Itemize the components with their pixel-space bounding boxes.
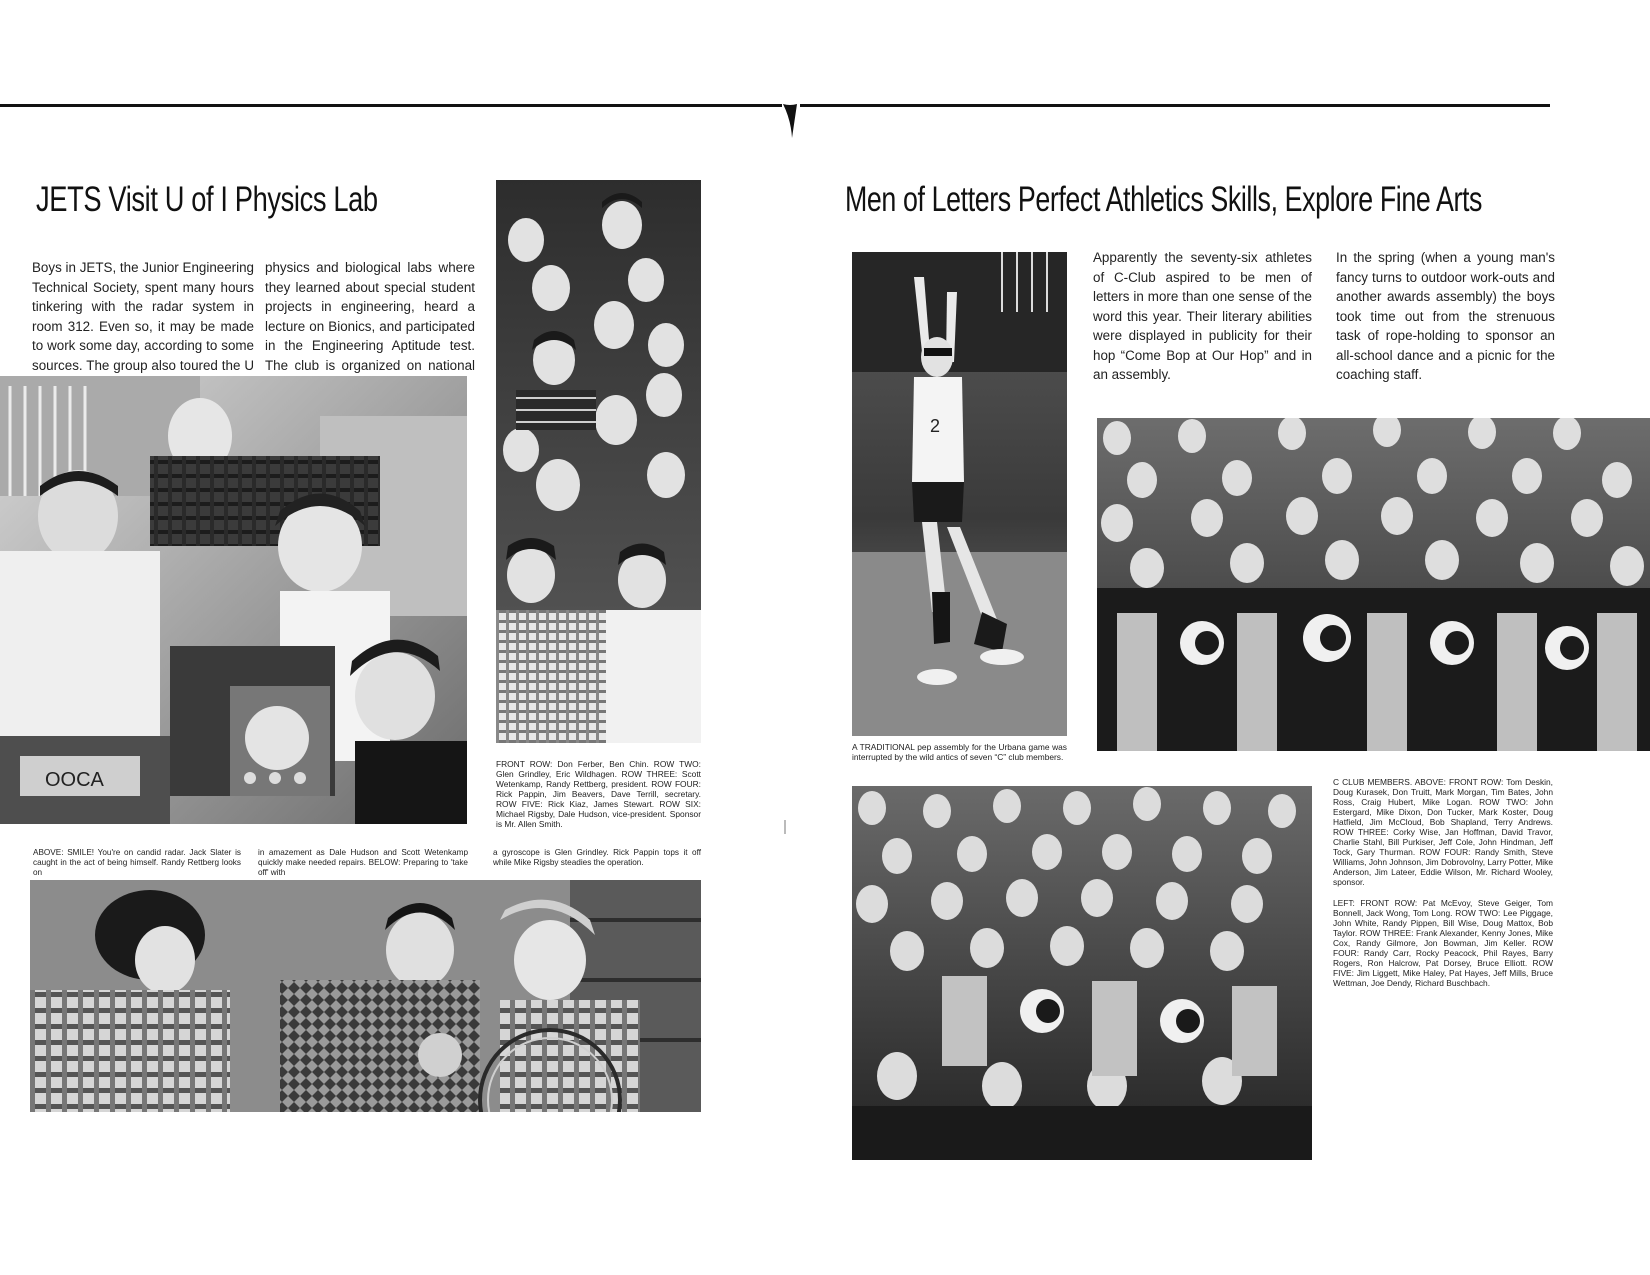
c-club-caption-above: C CLUB MEMBERS. ABOVE: FRONT ROW: Tom Deskin, Doug Kurasek, Don Truitt, Mark Morgan, Tim Bates, John Ross, Craig Hubert, Mike Logan. ROW TWO: John Estergard, Mike Dixon, Don Tucker, Mark Koster, Doug Hatfield, Jim McCloud, Bob Shapland, Terry Andrews. ROW THREE: Corky Wise, Jan Hoffman, David Travor, Charlie Stahl, Bill Purkiser, Jeff Cole, John Hindman, Jeff Tock, Gary Thurman. ROW FOUR: Randy Smith, Steve Williams, John Johnson, Jim Dobrovolny, Larry Potter, Mike Anderson, Jim Lateer, Eddie Wilson, Mr. Richard Wooley, sponsor. <box>1333 777 1553 887</box>
caption-above-2: in amazement as Dale Hudson and Scott Wetenkamp quickly make needed repairs. BELOW: Preparing to 'take off' with <box>258 848 468 877</box>
gyroscope-photo <box>30 880 701 1112</box>
left-body-col2: physics and biological labs where they learned about special student projects in engineering, heard a lecture on Bionics, and participated in the Engineering Aptitude test. The club is organized on national <box>265 260 475 373</box>
right-headline: Men of Letters Perfect Athletics Skills, Explore Fine Arts <box>845 180 1483 219</box>
right-body-col2: In the spring (when a young man's fancy turns to outdoor work-outs and another awards assembly) the boys took time out from the strenuous task of rope-holding to sponsor an all-school dance and a picnic for the coaching staff. <box>1336 250 1555 382</box>
left-headline: JETS Visit U of I Physics Lab <box>36 180 378 219</box>
c-club-group-photo-left <box>852 786 1312 1160</box>
c-club-caption-left: LEFT: FRONT ROW: Pat McEvoy, Steve Geiger, Tom Bonnell, Jack Wong, Tom Long. ROW TWO: Lee Piggage, John White, Randy Pippen, Bill Wise, Doug Mattox, Bob Taylor. ROW THREE: Frank Alexander, Kenny Jones, Mike Cox, Randy Gilmore, Jon Bowman, Jim Keller. ROW FOUR: Randy Carr, Rocky Peacock, Phil Rayes, Barry Rogers, Ron Halcrow, Pat Dorsey, Bruce Elliott. ROW FIVE: Jim Liggett, Mike Haley, Pat Hayes, Jeff Mills, Bruce Wettman, Joe Dendy, Richard Buschbach. <box>1333 898 1553 988</box>
right-body-col1: Apparently the seventy-six athletes of C-Club aspired to be men of letters in more than one sense of the word this year. Their literary abilities were displayed in publicity for their hop “Come Bop at Our Hop” and in an assembly. <box>1093 250 1312 382</box>
jets-group-caption: FRONT ROW: Don Ferber, Ben Chin. ROW TWO: Glen Grindley, Eric Wildhagen. ROW THREE: Scott Wetenkamp, Randy Rettberg, president. ROW FOUR: Rick Pappin, Jim Beavers, Dave Terrill, secretary. ROW FIVE: Rick Kiaz, James Stewart. ROW SIX: Michael Rigsby, Dale Hudson, vice-president. Sponsor is Mr. Allen Smith. <box>496 759 701 829</box>
top-rule-left <box>0 104 782 107</box>
spine-mark <box>784 820 786 834</box>
jets-group-photo <box>496 180 701 743</box>
caption-above-1: ABOVE: SMILE! You're on candid radar. Jack Slater is caught in the act of being himself. Randy Rettberg looks on <box>33 848 241 877</box>
fold-mark <box>783 100 797 140</box>
pep-assembly-caption: A TRADITIONAL pep assembly for the Urbana game was interrupted by the wild antics of seven “C” club members. <box>852 742 1067 762</box>
top-rule-right <box>800 104 1550 107</box>
radar-lab-photo <box>0 376 467 824</box>
pep-assembly-photo <box>852 252 1067 736</box>
svg-text:OOCA: OOCA <box>45 769 104 791</box>
caption-above-3: a gyroscope is Glen Grindley. Rick Pappin tops it off while Mike Rigsby steadies the operation. <box>493 848 701 867</box>
c-club-group-photo-above <box>1097 418 1650 751</box>
left-body-col1: Boys in JETS, the Junior Engineering Technical Society, spent many hours tinkering with the radar system in room 312. Even so, it may be made to work some day, according to some sources. The group also toured the U <box>32 260 254 373</box>
svg-text:2: 2 <box>930 416 941 436</box>
